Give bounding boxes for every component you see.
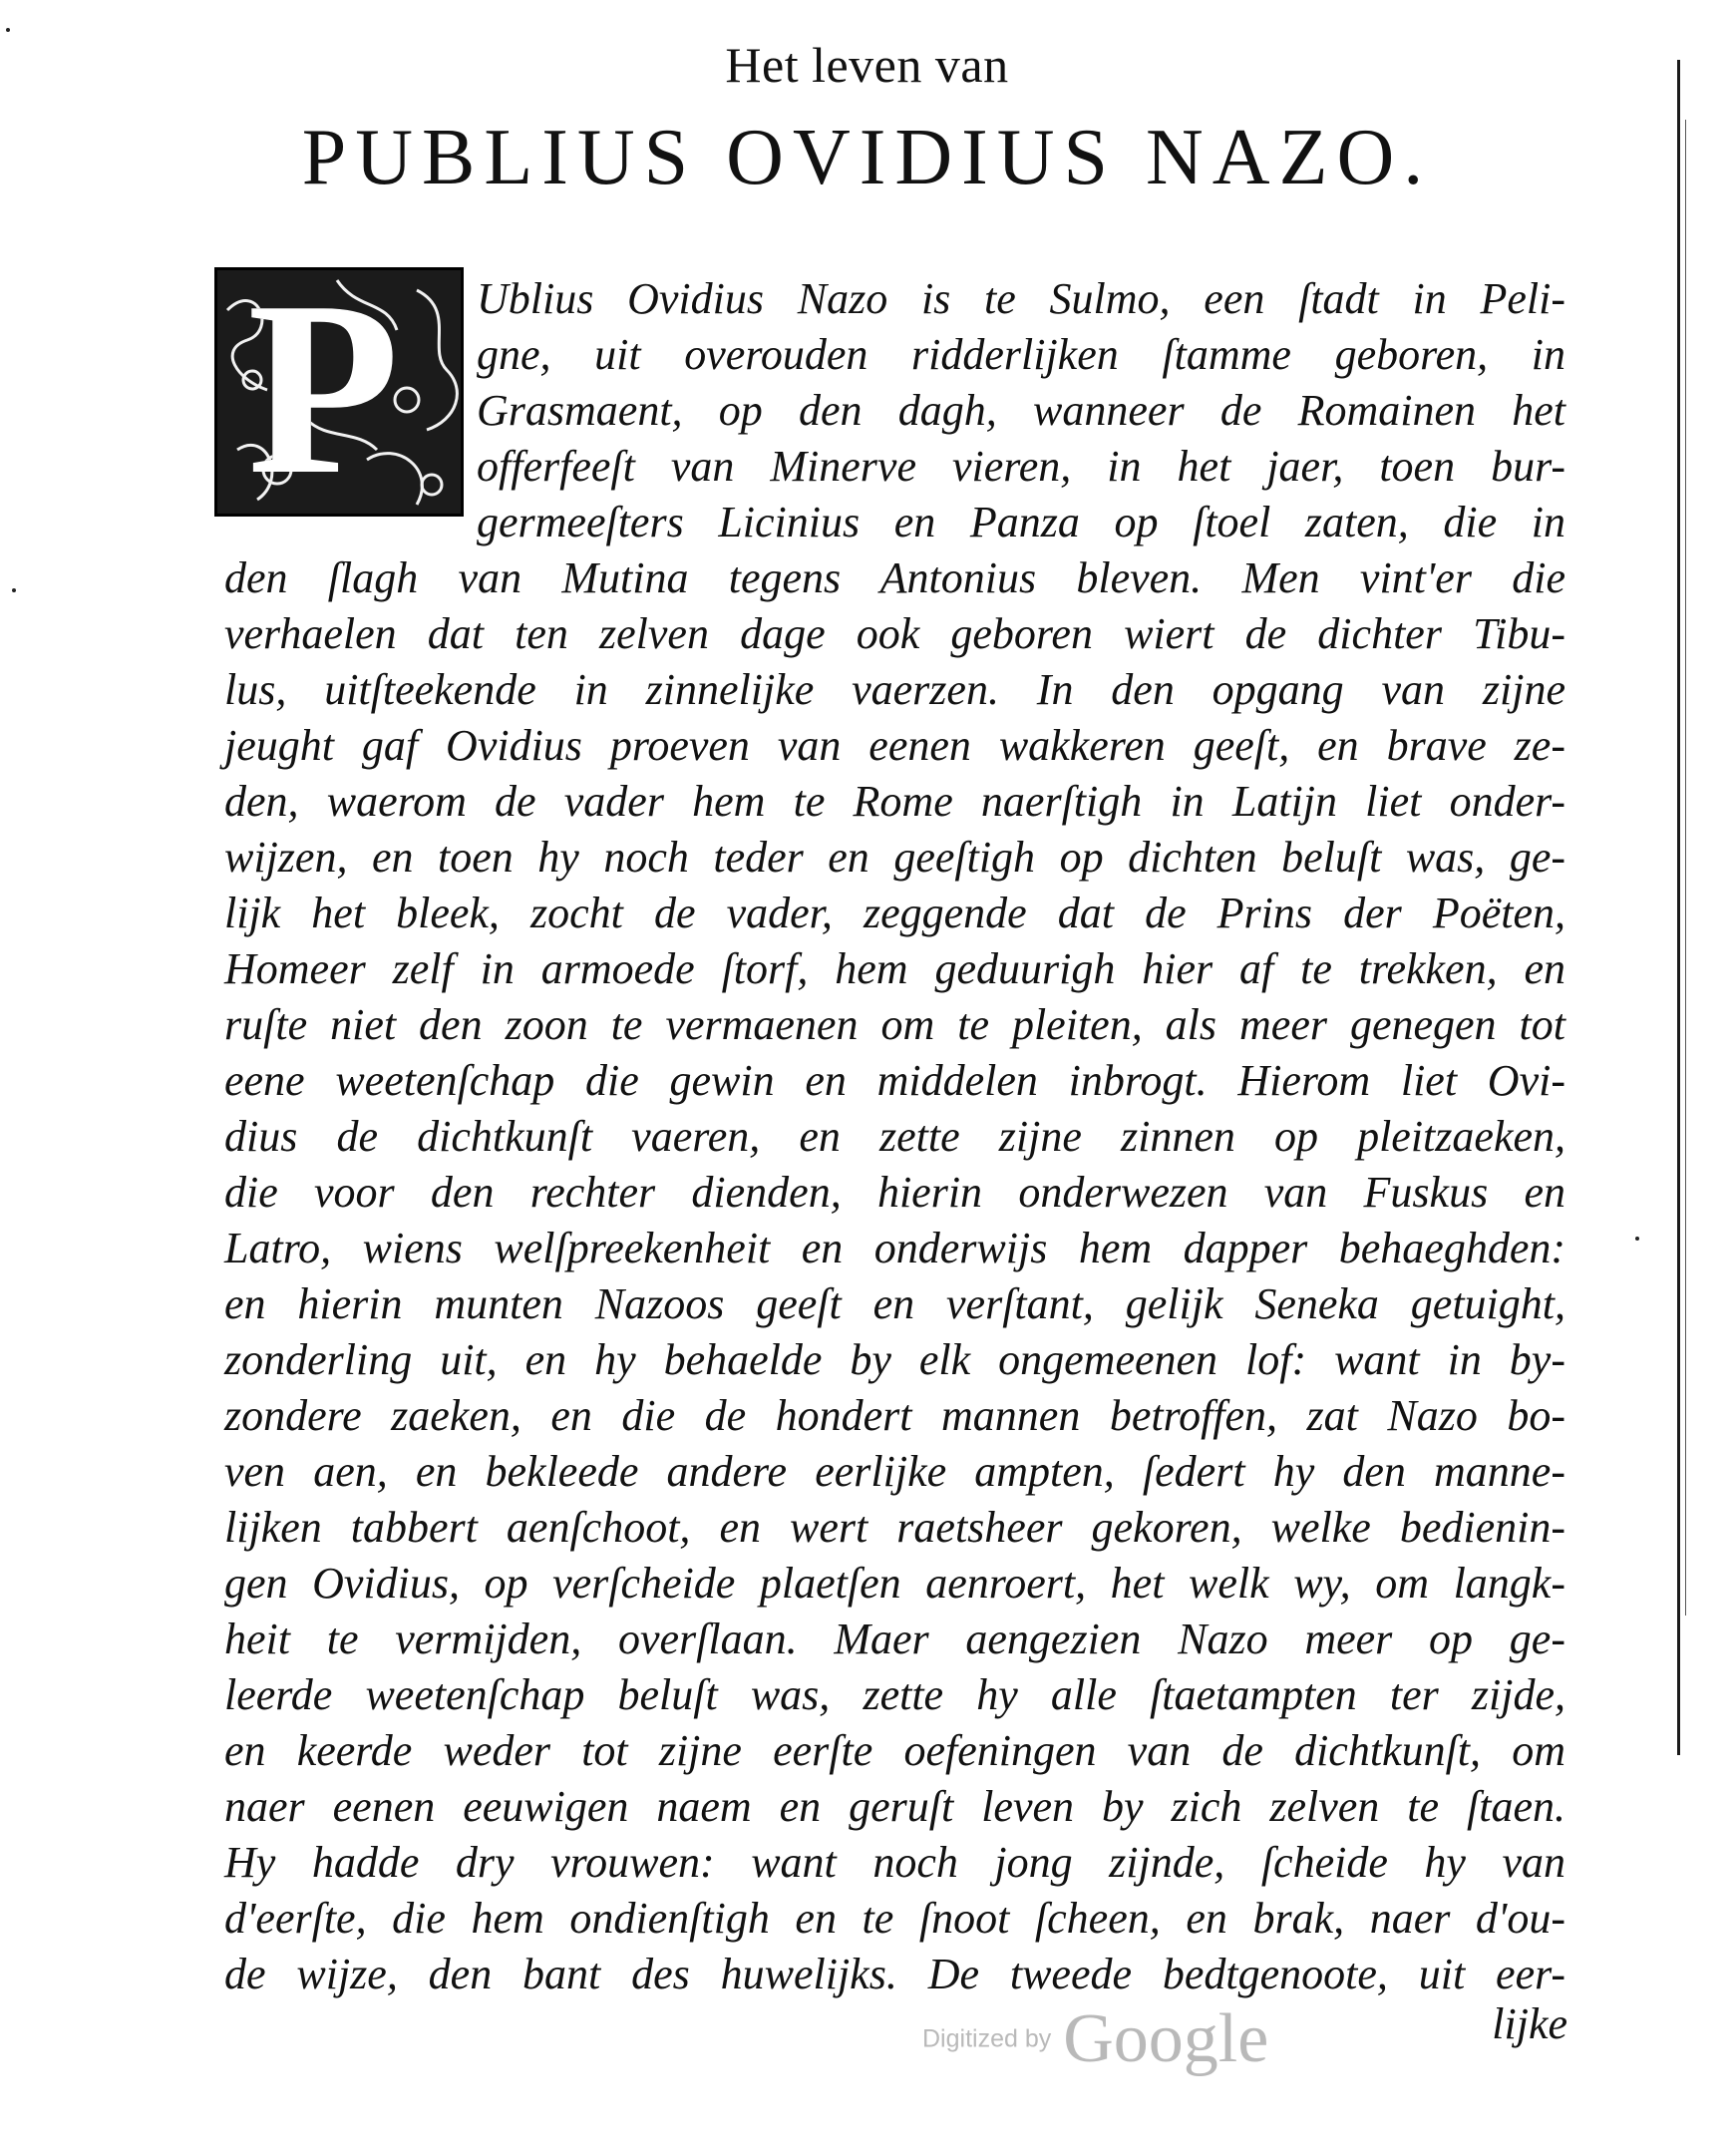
text-line: wijzen, en toen hy noch teder en geeſtigh op dichten beluſt was, ge- [224,833,1565,882]
text-line: verhaelen dat ten zelven dage ook geboren wiert de dichter Tibu- [224,609,1565,658]
text-line: die voor den rechter dienden, hierin onderwezen van Fuskus en [224,1168,1565,1217]
text-line: den ſlagh van Mutina tegens Antonius bleven. Men vint'er die [224,553,1565,602]
text-line: naer eenen eeuwigen naem en geruſt leven by zich zelven te ſtaen. [224,1782,1565,1831]
page-edge-rule-inner [1685,120,1686,1616]
text-line: lijken tabbert aenſchoot, en wert raetsheer gekoren, welke bedienin- [224,1503,1565,1552]
text-line: jeught gaf Ovidius proeven van eenen wakkeren geeſt, en brave ze- [224,721,1565,770]
watermark-brand: Google [1063,2000,1269,2077]
text-line: leerde weetenſchap beluſt was, zette hy alle ſtaetampten ter zijde, [224,1670,1565,1719]
catchword: lijke [1492,1999,1567,2048]
digitization-watermark [922,1999,1268,2079]
text-line: Hy hadde dry vrouwen: want noch jong zijnde, ſcheide hy van [224,1838,1565,1887]
text-line: gen Ovidius, op verſcheide plaetſen aenroert, het welk wy, om langk- [224,1559,1565,1608]
text-line: lijk het bleek, zocht de vader, zeggende dat de Prins der Poëten, [224,889,1565,937]
text-line: offerfeeſt van Minerve vieren, in het jaer, toen bur- [477,442,1565,491]
text-line: ven aen, en bekleede andere eerlijke ampten, ſedert hy den manne- [224,1447,1565,1496]
text-line: zonderling uit, en hy behaelde by elk ongemeenen lof: want in by- [224,1335,1565,1384]
text-line: Grasmaent, op den dagh, wanneer de Romainen het [477,386,1565,435]
text-line: lus, uitſteekende in zinnelijke vaerzen. In den opgang van zijne [224,665,1565,714]
page-title: PUBLIUS OVIDIUS NAZO. [301,114,1433,201]
ornamental-drop-cap [214,267,464,517]
page-edge-rule [1677,60,1680,1755]
watermark-prefix: Digitized by [922,2024,1052,2053]
text-line: heit te vermijden, overſlaan. Maer aengezien Nazo meer op ge- [224,1615,1565,1663]
text-line: ruſte niet den zoon te vermaenen om te pleiten, als meer genegen tot [224,1000,1565,1049]
print-speck [6,28,10,32]
text-line: germeeſters Licinius en Panza op ſtoel zaten, die in [477,498,1565,546]
text-line: d'eerſte, die hem ondienſtigh en te ſnoot ſcheen, en brak, naer d'ou- [224,1894,1565,1943]
text-line: eene weetenſchap die gewin en middelen inbrogt. Hierom liet Ovi- [224,1056,1565,1105]
text-line: gne, uit overouden ridderlijken ſtamme geboren, in [477,330,1565,379]
text-line: Ublius Ovidius Nazo is te Sulmo, een ſtadt in Peli- [477,274,1565,323]
drop-cap-letter: P [247,267,400,517]
text-line: en hierin munten Nazoos geeſt en verſtant, gelijk Seneka getuight, [224,1279,1565,1328]
print-speck [12,588,16,592]
text-line: den, waerom de vader hem te Rome naerſtigh in Latijn liet onder- [224,777,1565,826]
text-line: Latro, wiens welſpreekenheit en onderwijs hem dapper behaeghden: [224,1224,1565,1272]
text-line: en keerde weder tot zijne eerſte oefeningen van de dichtkunſt, om [224,1726,1565,1775]
text-line: de wijze, den bant des huwelijks. De tweede bedtgenoote, uit eer- [224,1950,1565,1998]
running-head: Het leven van [725,37,1009,93]
text-line: dius de dichtkunſt vaeren, en zette zijne zinnen op pleitzaeken, [224,1112,1565,1161]
text-line: zondere zaeken, en die de hondert mannen betroffen, zat Nazo bo- [224,1391,1565,1440]
print-speck [1635,1237,1639,1241]
text-line: Homeer zelf in armoede ſtorf, hem geduurigh hier af te trekken, en [224,944,1565,993]
